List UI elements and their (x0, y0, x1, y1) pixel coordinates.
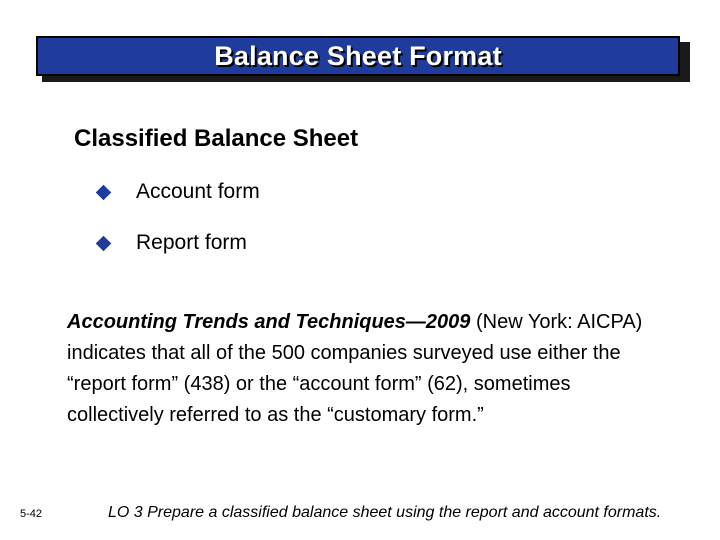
learning-objective-footer: LO 3 Prepare a classified balance sheet using the report and account formats. (108, 504, 662, 521)
slide-title: Balance Sheet Format (214, 40, 502, 71)
diamond-bullet-icon (96, 235, 112, 251)
page-number: 5-42 (20, 508, 43, 520)
bullet-item-account-form (96, 180, 260, 204)
section-heading: Classified Balance Sheet (74, 125, 359, 152)
source-title: Accounting Trends and Techniques—2009 (67, 311, 471, 333)
title-bar (36, 36, 680, 76)
source-note-body: (New York: AICPA) indicates that all of the 500 companies surveyed use either the “report form” (438) or the “account form” (62), sometimes collectively referred to as the “customary form.” (67, 311, 643, 426)
diamond-bullet-icon (96, 184, 112, 200)
bullet-label: Report form (136, 231, 247, 254)
bullet-item-report-form (96, 231, 247, 255)
source-note (67, 307, 667, 431)
bullet-label: Account form (136, 180, 260, 203)
